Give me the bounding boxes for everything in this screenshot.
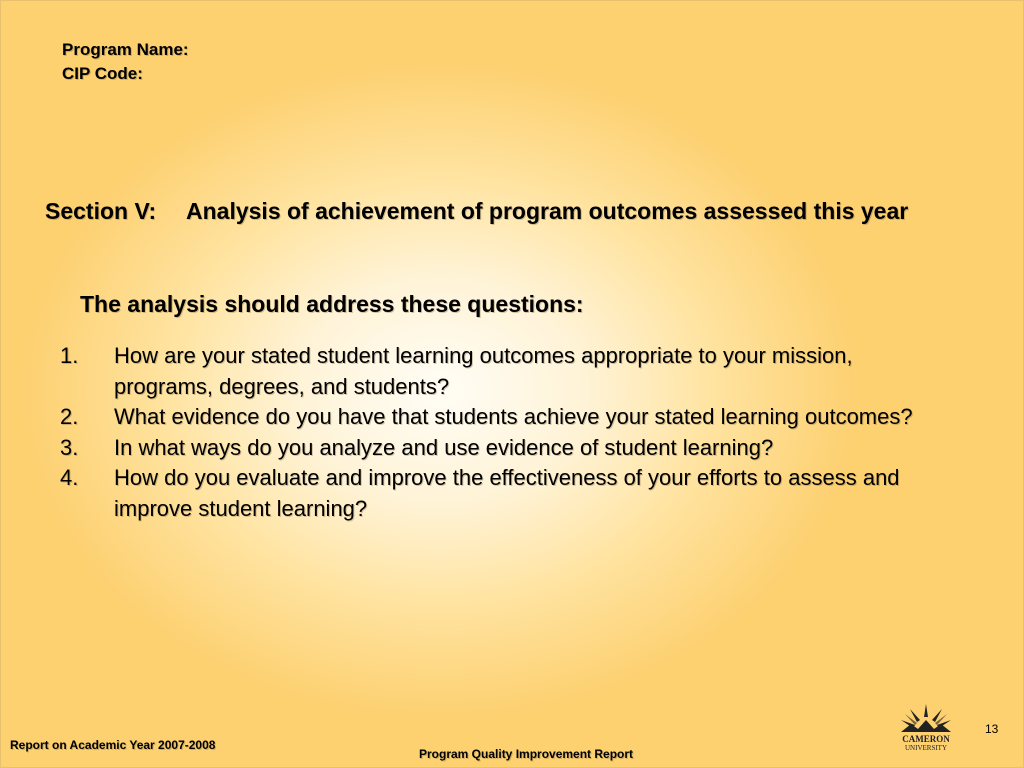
program-name-label: Program Name:	[62, 40, 189, 59]
question-number: 4.	[60, 465, 79, 490]
intro-text: The analysis should address these questions:	[80, 291, 584, 317]
program-info	[62, 38, 189, 86]
cip-code-label: CIP Code:	[62, 64, 143, 83]
question-item	[60, 341, 940, 402]
question-text: What evidence do you have that students achieve your stated learning outcomes?	[114, 404, 913, 429]
question-number: 1.	[60, 343, 79, 368]
question-item	[60, 433, 940, 464]
footer-report-title: Program Quality Improvement Report	[419, 747, 634, 761]
question-text: How do you evaluate and improve the effectiveness of your efforts to assess and improve student learning?	[114, 465, 900, 521]
question-list	[60, 341, 940, 524]
logo-text-bottom: UNIVERSITY	[905, 744, 947, 752]
footer-report-year: Report on Academic Year 2007-2008	[10, 738, 216, 752]
page-number: 13	[985, 722, 999, 736]
question-text: In what ways do you analyze and use evidence of student learning?	[114, 434, 774, 460]
cameron-university-logo	[896, 700, 956, 752]
question-number: 3.	[60, 434, 79, 460]
question-number: 2.	[60, 404, 79, 429]
sunburst-icon	[901, 704, 951, 732]
section-title: Analysis of achievement of program outcomes assessed this year	[186, 198, 909, 224]
section-label: Section V:	[45, 198, 157, 224]
question-item	[60, 402, 940, 433]
logo-text-top: CAMERON	[902, 734, 950, 744]
question-text: How are your stated student learning outcomes appropriate to your mission, programs, degrees, and students?	[114, 343, 853, 399]
question-item	[60, 463, 940, 524]
